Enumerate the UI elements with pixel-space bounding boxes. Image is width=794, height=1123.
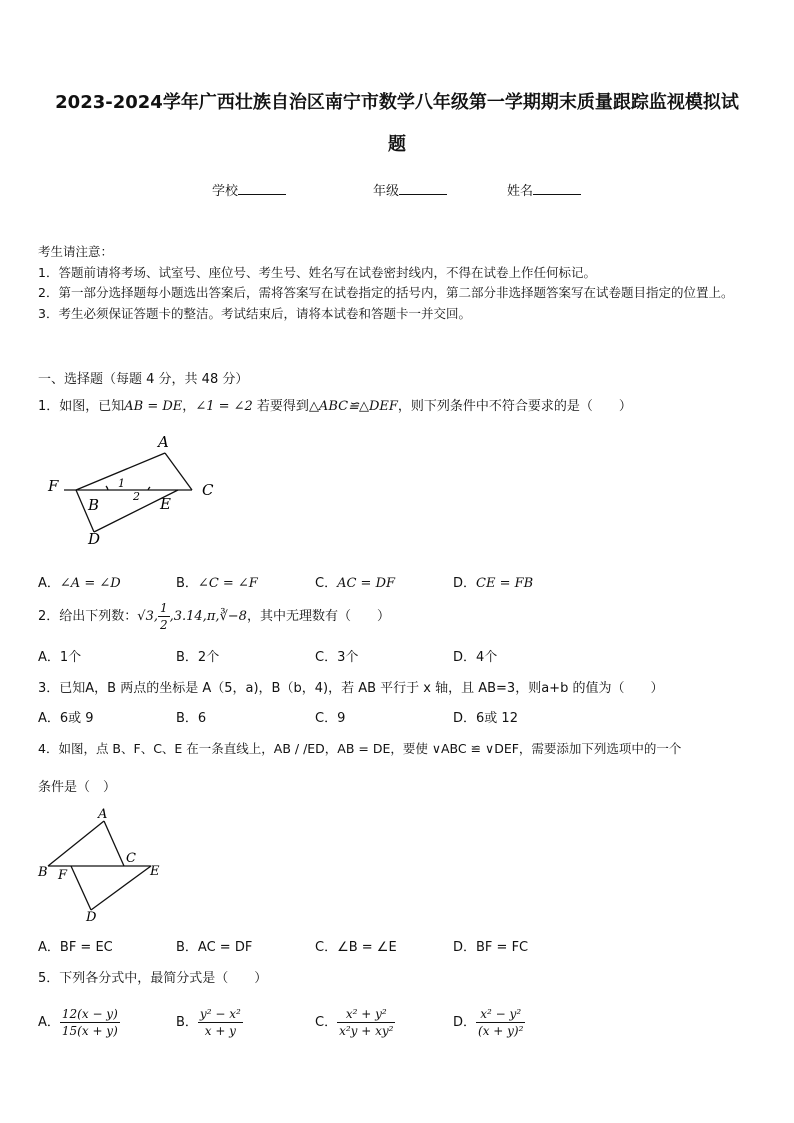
question-4-line1: 4．如图，点 B、F、C、E 在一条直线上，AB / /ED，AB = DE，要使 ∨ABC ≌ ∨DEF，需要添加下列选项中的一个 bbox=[38, 741, 682, 756]
q1-label-e: E bbox=[160, 495, 171, 513]
option-fraction: $\frac{12(x - y)}{15(x + y)}$ bbox=[61, 1007, 118, 1038]
q4-label-f: F bbox=[58, 868, 68, 883]
option-letter: A． bbox=[38, 650, 60, 665]
q3-option-b[interactable] bbox=[176, 707, 206, 726]
q2-rest: ,3.14,π, bbox=[169, 609, 220, 624]
option-text: 6或 12 bbox=[476, 711, 518, 726]
question-4-line2: 条件是（ ） bbox=[38, 780, 117, 795]
option-text: 4个 bbox=[476, 650, 498, 665]
page-title-line2: 题 bbox=[388, 134, 406, 155]
q4-option-d[interactable] bbox=[453, 936, 528, 955]
option-text: AC = DF bbox=[337, 576, 396, 591]
name-field[interactable] bbox=[507, 180, 581, 199]
q2-cube-root: ∛−8 bbox=[219, 609, 247, 624]
option-text: 6或 9 bbox=[59, 711, 94, 726]
q5-option-a[interactable] bbox=[38, 1000, 120, 1046]
grade-label: 年级 bbox=[373, 184, 400, 199]
option-text: AC = DF bbox=[197, 940, 253, 955]
notice-item: 2．第一部分选择题每小题选出答案后，需将答案写在试卷指定的括号内，第二部分非选择题答案写在试卷题目指定的位置上。 bbox=[38, 285, 734, 300]
option-letter: D． bbox=[453, 650, 477, 665]
option-text: 6 bbox=[197, 711, 207, 726]
q1-label-a: A bbox=[158, 433, 169, 451]
q4-option-c[interactable] bbox=[315, 936, 397, 955]
q2-option-d[interactable] bbox=[453, 646, 497, 665]
q2-prefix: 2．给出下列数： bbox=[38, 609, 138, 624]
q5-option-c[interactable] bbox=[315, 1000, 395, 1046]
page-title: 2023-2024学年广西壮族自治区南宁市数学八年级第一学期期末质量跟踪监视模拟试 bbox=[55, 92, 739, 113]
section-heading: 一、选择题（每题 4 分，共 48 分） bbox=[38, 372, 249, 387]
q4-label-d: D bbox=[86, 910, 97, 925]
option-fraction: $\frac{\text{x² − y²}}{\text{(x + y)²}}$ bbox=[478, 1007, 524, 1038]
q4-option-a[interactable] bbox=[38, 936, 113, 955]
option-text: BF = EC bbox=[59, 940, 113, 955]
option-letter: D． bbox=[453, 711, 477, 726]
q1-option-a[interactable] bbox=[38, 572, 121, 591]
option-letter: C． bbox=[315, 576, 338, 591]
option-letter: D． bbox=[453, 940, 477, 955]
q5-option-b[interactable] bbox=[176, 1000, 243, 1046]
q3-option-a[interactable] bbox=[38, 707, 94, 726]
option-letter: C． bbox=[315, 940, 338, 955]
option-letter: A． bbox=[38, 711, 60, 726]
option-letter: B． bbox=[176, 1015, 198, 1030]
notice-item: 1．答题前请将考场、试室号、座位号、考生号、姓名写在试卷密封线内，不得在试卷上作任何标记。 bbox=[38, 264, 596, 280]
question-3: 3．已知A，B 两点的坐标是 A（5，a)，B（b，4)，若 AB 平行于 x 轴，且 AB=3，则a+b 的值为（ ） bbox=[38, 681, 664, 696]
option-letter: C． bbox=[315, 711, 338, 726]
q1-label-d: D bbox=[88, 530, 101, 548]
q4-label-c: C bbox=[126, 851, 136, 866]
q1-sep: ， bbox=[182, 399, 196, 414]
q2-sqrt3: √3, bbox=[137, 609, 158, 624]
q1-label-b: B bbox=[88, 496, 100, 514]
question-1 bbox=[38, 395, 632, 414]
question-5: 5．下列各分式中，最简分式是（ ） bbox=[38, 971, 268, 986]
q1-suffix: ，则下列条件中不符合要求的是（ ） bbox=[397, 399, 632, 414]
q4-figure bbox=[34, 804, 174, 926]
q1-option-b[interactable] bbox=[176, 572, 258, 591]
option-fraction: $\frac{\text{y² − x²}}{x + y}$ bbox=[199, 1007, 241, 1038]
question-2 bbox=[38, 598, 390, 636]
q1-option-c[interactable] bbox=[315, 572, 395, 591]
school-label: 学校 bbox=[212, 184, 239, 199]
option-text: ∠B = ∠E bbox=[337, 940, 397, 955]
option-letter: C． bbox=[315, 650, 338, 665]
option-text: ∠C = ∠F bbox=[197, 576, 258, 591]
option-letter: B． bbox=[176, 940, 198, 955]
option-fraction: $\frac{\text{x² + y²}}{\text{x²y + xy²}}$ bbox=[339, 1007, 394, 1038]
q2-fraction-half: $\frac{1}{2}$ bbox=[159, 601, 168, 632]
name-label: 姓名 bbox=[507, 184, 534, 199]
option-letter: A． bbox=[38, 576, 60, 591]
q1-mid: 若要得到 bbox=[252, 399, 309, 414]
option-text: 1个 bbox=[59, 650, 82, 665]
grade-field[interactable] bbox=[373, 180, 447, 199]
q1-cond1: AB = DE bbox=[124, 399, 183, 414]
option-letter: B． bbox=[176, 650, 198, 665]
q1-congruence: △ABC≌△DEF bbox=[308, 399, 398, 414]
option-text: BF = FC bbox=[476, 940, 529, 955]
q3-option-c[interactable] bbox=[315, 707, 345, 726]
q4-label-e: E bbox=[150, 864, 160, 879]
option-letter: B． bbox=[176, 711, 198, 726]
q4-option-b[interactable] bbox=[176, 936, 252, 955]
option-letter: D． bbox=[453, 1015, 477, 1030]
option-text: ∠A = ∠D bbox=[59, 576, 121, 591]
option-letter: C． bbox=[315, 1015, 338, 1030]
q2-option-a[interactable] bbox=[38, 646, 81, 665]
notice-heading: 考生请注意： bbox=[38, 244, 114, 259]
q1-label-f: F bbox=[48, 477, 59, 495]
q1-prefix: 1．如图，已知 bbox=[38, 399, 125, 414]
option-letter: A． bbox=[38, 1015, 60, 1030]
option-letter: D． bbox=[453, 576, 477, 591]
q1-figure bbox=[40, 428, 240, 550]
q2-suffix: ，其中无理数有（ ） bbox=[246, 609, 390, 624]
q1-cond2: ∠1 = ∠2 bbox=[195, 399, 253, 414]
q2-option-c[interactable] bbox=[315, 646, 358, 665]
q2-option-b[interactable] bbox=[176, 646, 219, 665]
q3-option-d[interactable] bbox=[453, 707, 518, 726]
q1-label-angle2: 2 bbox=[133, 490, 140, 503]
q5-option-d[interactable] bbox=[453, 1000, 525, 1046]
q1-label-angle1: 1 bbox=[118, 477, 125, 490]
option-letter: B． bbox=[176, 576, 198, 591]
option-text: 2个 bbox=[197, 650, 220, 665]
school-field[interactable] bbox=[212, 180, 286, 199]
q1-label-c: C bbox=[202, 481, 214, 499]
notice-block bbox=[38, 242, 763, 324]
option-text: 9 bbox=[337, 711, 346, 726]
option-text: CE = FB bbox=[476, 576, 534, 591]
option-letter: A． bbox=[38, 940, 60, 955]
q1-option-d[interactable] bbox=[453, 572, 533, 591]
q4-label-b: B bbox=[38, 865, 48, 880]
option-text: 3个 bbox=[337, 650, 359, 665]
q4-label-a: A bbox=[98, 807, 108, 822]
notice-item: 3．考生必须保证答题卡的整洁。考试结束后，请将本试卷和答题卡一并交回。 bbox=[38, 305, 471, 321]
